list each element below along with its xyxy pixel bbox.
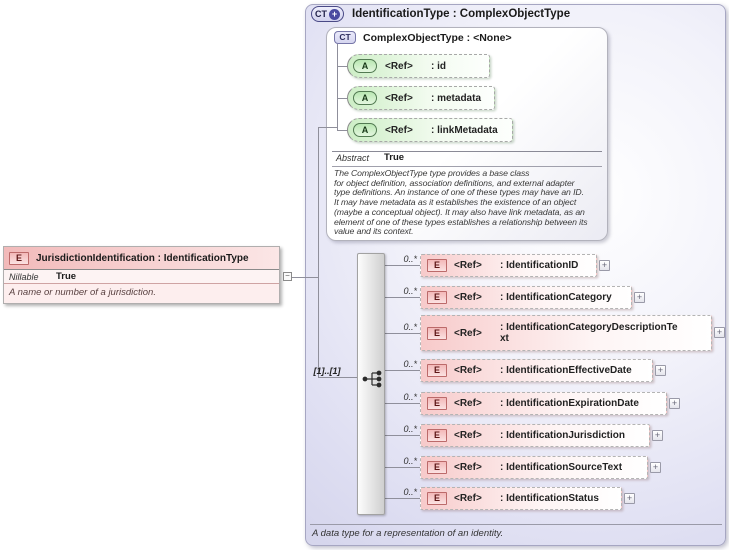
element-icon: E xyxy=(427,291,447,304)
nillable-row xyxy=(4,270,279,284)
attribute-connector xyxy=(337,44,338,130)
base-type-title: ComplexObjectType : <None> xyxy=(363,31,512,44)
attr-stub-3 xyxy=(337,130,347,131)
branch-line xyxy=(385,467,420,468)
element-icon: E xyxy=(427,327,447,340)
ref-label: <Ref> xyxy=(385,124,413,136)
attribute-name: : metadata xyxy=(431,92,482,104)
attribute-icon: A xyxy=(353,123,377,137)
element-identification-category-description-text[interactable] xyxy=(420,315,712,351)
left-box-header xyxy=(4,247,279,270)
ref-label: <Ref> xyxy=(454,493,482,504)
abstract-label: Abstract xyxy=(336,153,370,163)
branch-line xyxy=(385,265,420,266)
occurs-label: 0..* xyxy=(403,322,417,332)
branch-line xyxy=(385,403,420,404)
element-identification-category[interactable] xyxy=(420,286,632,309)
expand-button[interactable]: + xyxy=(634,292,645,303)
base-type-description: The ComplexObjectType type provides a base class for object definition, association definitions, and external adapter type definitions. An instance of one of these types may have an ID. It may have metadata as it establishes the existence of an object (maybe a conceptual object). It may also have link metadata, as an element of one of these types establishes a relationship between its value and its context. xyxy=(334,168,588,237)
element-name: : IdentificationCategory xyxy=(500,292,612,303)
element-icon: E xyxy=(427,364,447,377)
cardinality-label: [1]..[1] xyxy=(313,366,341,376)
abstract-separator-top xyxy=(332,151,602,152)
trunk-top-jog xyxy=(318,127,338,128)
ref-label: <Ref> xyxy=(454,292,482,303)
expand-button[interactable]: + xyxy=(599,260,610,271)
occurs-label: 0..* xyxy=(403,254,417,264)
attribute-icon: A xyxy=(353,91,377,105)
occurs-label: 0..* xyxy=(403,487,417,497)
element-name: : IdentificationCategoryDescriptionText xyxy=(500,322,678,344)
attribute-id[interactable] xyxy=(347,54,490,78)
ref-label: <Ref> xyxy=(454,398,482,409)
expand-button[interactable]: + xyxy=(669,398,680,409)
expand-button[interactable]: + xyxy=(650,462,661,473)
jurisdiction-identification-box[interactable] xyxy=(3,246,280,304)
ref-label: <Ref> xyxy=(454,430,482,441)
attribute-metadata[interactable] xyxy=(347,86,495,110)
occurs-label: 0..* xyxy=(403,286,417,296)
footer-separator xyxy=(310,524,722,525)
element-icon: E xyxy=(427,492,447,505)
element-icon: E xyxy=(427,397,447,410)
abstract-separator-bottom xyxy=(332,166,602,167)
ref-label: <Ref> xyxy=(454,327,482,339)
abstract-value: True xyxy=(384,152,405,163)
panel-footer-description: A data type for a representation of an identity. xyxy=(312,528,504,539)
left-box-description: A name or number of a jurisdiction. xyxy=(9,287,156,298)
trunk-line xyxy=(318,127,319,378)
complex-type-icon: CT xyxy=(334,31,356,44)
branch-line xyxy=(385,370,420,371)
element-identification-status[interactable] xyxy=(420,487,622,510)
element-identification-jurisdiction[interactable] xyxy=(420,424,650,447)
branch-line xyxy=(385,333,420,334)
element-icon: E xyxy=(427,461,447,474)
attribute-linkmetadata[interactable] xyxy=(347,118,513,142)
branch-line xyxy=(385,297,420,298)
element-identification-expiration-date[interactable] xyxy=(420,392,667,415)
element-name: : IdentificationExpirationDate xyxy=(500,398,639,409)
attribute-name: : linkMetadata xyxy=(431,124,498,136)
occurs-label: 0..* xyxy=(403,392,417,402)
ref-label: <Ref> xyxy=(385,60,413,72)
element-name: : IdentificationEffectiveDate xyxy=(500,365,632,376)
panel-header xyxy=(311,6,570,22)
occurs-label: 0..* xyxy=(403,424,417,434)
element-icon: E xyxy=(9,252,29,265)
nillable-label: Nillable xyxy=(9,271,39,282)
ref-label: <Ref> xyxy=(385,92,413,104)
attr-stub-1 xyxy=(337,66,347,67)
expand-button[interactable]: + xyxy=(714,327,725,338)
element-identification-source-text[interactable] xyxy=(420,456,648,479)
element-name: : IdentificationStatus xyxy=(500,493,599,504)
element-name: : IdentificationJurisdiction xyxy=(500,430,626,441)
left-box-title: JurisdictionIdentification : IdentificationType xyxy=(36,252,249,264)
complex-type-extension-icon: CT + xyxy=(311,6,344,22)
branch-line xyxy=(385,498,420,499)
expand-button[interactable]: + xyxy=(652,430,663,441)
plus-circle-icon: + xyxy=(329,9,340,20)
nillable-value: True xyxy=(56,271,77,282)
collapse-button[interactable]: − xyxy=(283,272,292,281)
branch-line xyxy=(385,435,420,436)
expand-button[interactable]: + xyxy=(655,365,666,376)
element-icon: E xyxy=(427,259,447,272)
left-box-connector xyxy=(292,277,318,278)
expand-button[interactable]: + xyxy=(624,493,635,504)
occurs-label: 0..* xyxy=(403,456,417,466)
panel-title: IdentificationType : ComplexObjectType xyxy=(352,8,571,20)
element-icon: E xyxy=(427,429,447,442)
ref-label: <Ref> xyxy=(454,462,482,473)
sequence-icon xyxy=(362,369,384,394)
attribute-name: : id xyxy=(431,60,446,72)
element-name: : IdentificationID xyxy=(500,260,579,271)
ref-label: <Ref> xyxy=(454,260,482,271)
ref-label: <Ref> xyxy=(454,365,482,376)
element-identification-effective-date[interactable] xyxy=(420,359,653,382)
attribute-icon: A xyxy=(353,59,377,73)
occurs-label: 0..* xyxy=(403,359,417,369)
attr-stub-2 xyxy=(337,98,347,99)
element-name: : IdentificationSourceText xyxy=(500,462,623,473)
base-type-header xyxy=(334,31,512,44)
element-identification-id[interactable] xyxy=(420,254,597,277)
sequence-connector xyxy=(318,377,360,378)
